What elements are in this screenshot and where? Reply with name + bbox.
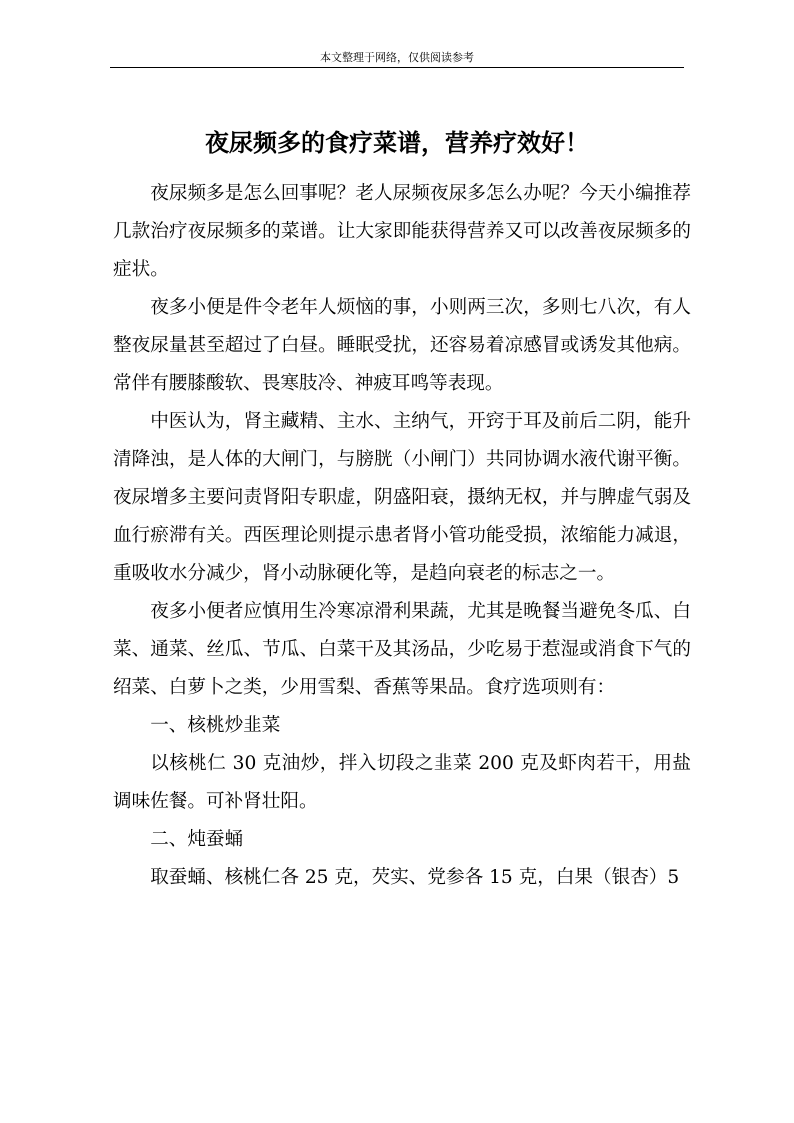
paragraph-diet-advice: 夜多小便者应慎用生冷寒凉滑利果蔬，尤其是晚餐当避免冬瓜、白菜、通菜、丝瓜、节瓜、白菜干及其汤品，少吃易于惹湿或消食下气的绍菜、白萝卜之类，少用雪梨、香蕉等果品。食疗选项则有： [113,601,691,698]
article-title: 夜尿频多的食疗菜谱，营养疗效好！ [205,129,589,157]
article-body [113,175,691,897]
paragraph-symptoms: 夜多小便是件令老年人烦恼的事，小则两三次，多则七八次，有人整夜尿量甚至超过了白昼。睡眠受扰，还容易着凉感冒或诱发其他病。常伴有腰膝酸软、畏寒肢冷、神疲耳鸣等表现。 [113,297,691,394]
paragraph-tcm-view: 中医认为，肾主藏精、主水、主纳气，开窍于耳及前后二阴，能升清降浊，是人体的大闸门，与膀胱（小闸门）共同协调水液代谢平衡。夜尿增多主要问责肾阳专职虚，阴盛阳衰，摄纳无权，并与脾虚气弱及血行瘀滞有关。西医理论则提示患者肾小管功能受损，浓缩能力减退，重吸收水分减少，肾小动脉硬化等，是趋向衰老的标志之一。 [113,411,691,584]
recipe-text-1: 以核桃仁 30 克油炒，拌入切段之韭菜 200 克及虾肉若干，用盐调味佐餐。可补肾壮阳。 [113,753,691,812]
recipe-heading-1: 一、核桃炒韭菜 [150,715,281,736]
paragraph-intro: 夜尿频多是怎么回事呢？老人尿频夜尿多怎么办呢？今天小编推荐几款治疗夜尿频多的菜谱。让大家即能获得营养又可以改善夜尿频多的症状。 [113,183,691,280]
recipe-text-2: 取蚕蛹、核桃仁各 25 克，芡实、党参各 15 克，白果（银杏）5 [150,867,680,888]
page-header: 本文整理于网络，仅供阅读参考 [320,51,474,64]
recipe-heading-2: 二、炖蚕蛹 [150,829,244,850]
header-divider [110,67,684,68]
